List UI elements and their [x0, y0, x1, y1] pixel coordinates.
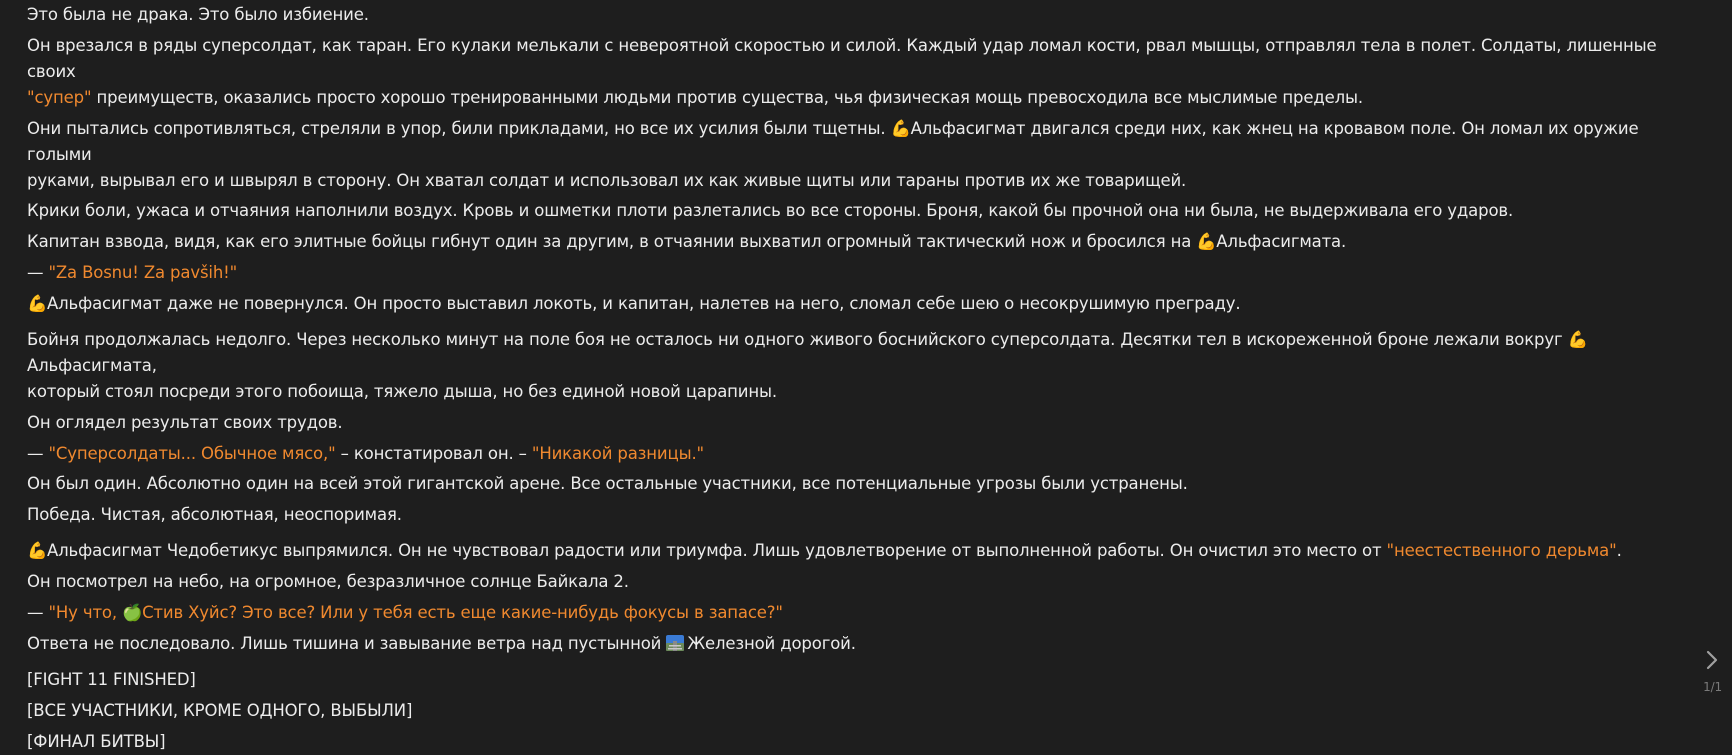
quote-text: "Никакой разницы.": [531, 444, 704, 463]
text: Альфасигмат Чедобетикус выпрямился. Он не чувствовал радости или триумфа. Лишь удовлетворение от выполненной работы. Он очистил это место от: [47, 541, 1387, 560]
text: Железной дорогой.: [687, 634, 856, 653]
dash: —: [27, 444, 49, 463]
next-button[interactable]: [1700, 648, 1724, 672]
text: Бойня продолжалась недолго. Через несколько минут на поле боя не осталось ни одного живого боснийского суперсолдата. Десятки тел в искореженной броне лежали вокруг: [27, 330, 1568, 349]
paragraph-14: [27, 569, 1707, 595]
status-line-2: [27, 698, 1707, 724]
flexed-biceps-icon: 💪: [27, 541, 48, 560]
text: Он был один. Абсолютно один на всей этой гигантской арене. Все остальные участники, все потенциальные угрозы были устранены.: [27, 474, 1188, 493]
page-counter: 1/1: [1703, 680, 1722, 694]
paragraph-3: [27, 116, 1707, 194]
quote-text: "супер": [27, 88, 92, 107]
text: Он посмотрел на небо, на огромное, безразличное солнце Байкала 2.: [27, 572, 629, 591]
quote-text: Стив Хуйс? Это все? Или у тебя есть еще какие-нибудь фокусы в запасе?": [142, 603, 783, 622]
text: Альфасигмат двигался среди них, как жнец на кровавом поле. Он ломал их оружие голыми: [27, 119, 1639, 164]
paragraph-16: [27, 631, 1707, 657]
railway-track-icon: [666, 633, 684, 649]
text: Альфасигмат даже не повернулся. Он просто выставил локоть, и капитан, налетев на него, сломал себе шею о несокрушимую преграду.: [47, 294, 1241, 313]
text: Он оглядел результат своих трудов.: [27, 413, 343, 432]
flexed-biceps-icon: 💪: [1196, 232, 1217, 251]
text: Альфасигмата,: [27, 356, 157, 375]
text: [ВСЕ УЧАСТНИКИ, КРОМЕ ОДНОГО, ВЫБЫЛИ]: [27, 701, 413, 720]
text: Они пытались сопротивляться, стреляли в упор, били прикладами, но все их усилия были тщетны.: [27, 119, 891, 138]
quote-text: "Суперсолдаты... Обычное мясо,": [48, 444, 336, 463]
quote-text: "неестественного дерьма": [1386, 541, 1617, 560]
text: Он врезался в ряды суперсолдат, как таран. Его кулаки мелькали с невероятной скоростью и силой. Каждый удар ломал кости, рвал мышцы, отправлял тела в полет. Солдаты, лишенные своих: [27, 36, 1657, 81]
text: Это была не драка. Это было избиение.: [27, 5, 369, 24]
text: Альфасигмата.: [1216, 232, 1347, 251]
status-line-1: [27, 667, 1707, 693]
text: Крики боли, ужаса и отчаяния наполнили воздух. Кровь и ошметки плоти разлетались во все стороны. Броня, какой бы прочной она ни была, не выдерживала его ударов.: [27, 201, 1514, 220]
text: [FIGHT 11 FINISHED]: [27, 670, 196, 689]
quote-text: "Ну что,: [48, 603, 123, 622]
dash: —: [27, 263, 49, 282]
paragraph-4: [27, 198, 1707, 224]
message-content: [27, 0, 1707, 755]
text: .: [1616, 541, 1622, 560]
text: который стоял посреди этого побоища, тяжело дыша, но без единой новой царапины.: [27, 382, 777, 401]
paragraph-5: [27, 229, 1707, 255]
paragraph-8: [27, 327, 1707, 405]
dash: —: [27, 603, 49, 622]
text: преимуществ, оказались просто хорошо тренированными людьми против существа, чья физическая мощь превосходила все мыслимые пределы.: [91, 88, 1364, 107]
text: [ФИНАЛ БИТВЫ]: [27, 732, 166, 751]
text: Ответа не последовало. Лишь тишина и завывание ветра над пустынной: [27, 634, 667, 653]
paragraph-7: [27, 291, 1707, 317]
quote-text: "Za Bosnu! Za pavših!": [48, 263, 238, 282]
paragraph-13: [27, 538, 1707, 564]
paragraph-9: [27, 410, 1707, 436]
paragraph-6: [27, 260, 1707, 286]
paragraph-12: [27, 502, 1707, 528]
paragraph-10: [27, 441, 1707, 467]
paragraph-11: [27, 471, 1707, 497]
text: руками, вырывал его и швырял в сторону. Он хватал солдат и использовал их как живые щиты или тараны против их же товарищей.: [27, 171, 1187, 190]
paragraph-15: [27, 600, 1707, 626]
text: – констатировал он. –: [335, 444, 532, 463]
flexed-biceps-icon: 💪: [27, 294, 48, 313]
green-apple-icon: 🍏: [122, 603, 143, 622]
chevron-right-icon: [1700, 648, 1724, 672]
text: Капитан взвода, видя, как его элитные бойцы гибнут один за другим, в отчаянии выхватил огромный тактический нож и бросился на: [27, 232, 1197, 251]
flexed-biceps-icon: 💪: [890, 119, 911, 138]
flexed-biceps-icon: 💪: [1567, 330, 1589, 349]
paragraph-2: [27, 33, 1707, 111]
text: Победа. Чистая, абсолютная, неоспоримая.: [27, 505, 402, 524]
status-line-3: [27, 729, 1707, 755]
paragraph-1: [27, 2, 1707, 28]
